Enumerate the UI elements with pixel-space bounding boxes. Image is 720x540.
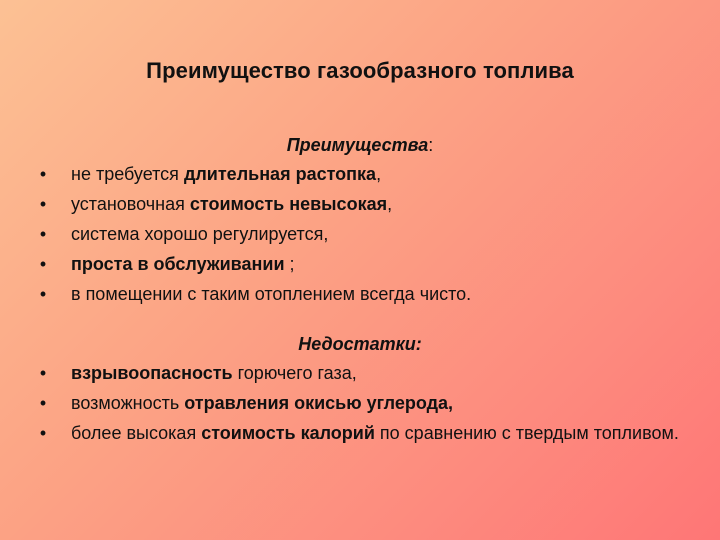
- list-item: [36, 283, 686, 305]
- item-text-end: горючего газа,: [232, 363, 357, 383]
- item-text-end: ;: [284, 254, 295, 274]
- item-text: в помещении с таким отоплением всегда чисто.: [71, 284, 472, 304]
- advantages-list: [36, 163, 686, 313]
- bullet-icon: •: [39, 423, 47, 443]
- bullet-icon: •: [39, 393, 47, 413]
- item-text: система хорошо регулируется,: [71, 224, 329, 244]
- item-bold-text: стоимость калорий: [201, 423, 375, 443]
- disadvantages-heading: [0, 334, 720, 355]
- item-bold-text: отравления окисью углерода,: [184, 393, 454, 413]
- item-text-end: по сравнению с твердым топливом.: [374, 423, 679, 443]
- item-text: более высокая: [71, 423, 202, 443]
- bullet-icon: •: [39, 363, 47, 383]
- bullet-icon: •: [39, 254, 47, 274]
- advantages-heading: [0, 135, 720, 156]
- item-bold-text: длительная растопка: [183, 164, 377, 184]
- list-item: [36, 253, 686, 275]
- item-text-end: ,: [387, 194, 393, 214]
- disadvantages-heading-text: Недостатки:: [298, 334, 422, 354]
- item-bold-text: взрывоопасность: [71, 363, 233, 383]
- item-bold-text: проста в обслуживании: [71, 254, 285, 274]
- item-text: не требуется: [71, 164, 184, 184]
- list-item: [36, 223, 686, 245]
- bullet-icon: •: [39, 224, 47, 244]
- list-item: [36, 193, 686, 215]
- disadvantages-list: [36, 362, 686, 452]
- item-text-end: ,: [376, 164, 382, 184]
- slide-title: Преимущество газообразного топлива: [146, 58, 574, 83]
- bullet-icon: •: [39, 164, 47, 184]
- advantages-heading-colon: :: [428, 135, 434, 155]
- bullet-icon: •: [39, 284, 47, 304]
- list-item: [36, 392, 686, 414]
- item-text: установочная: [71, 194, 190, 214]
- item-text: возможность: [71, 393, 185, 413]
- item-bold-text: стоимость невысокая: [189, 194, 388, 214]
- list-item: [36, 422, 686, 444]
- advantages-heading-text: Преимущества: [286, 135, 429, 155]
- list-item: [36, 163, 686, 185]
- bullet-icon: •: [39, 194, 47, 214]
- list-item: [36, 362, 686, 384]
